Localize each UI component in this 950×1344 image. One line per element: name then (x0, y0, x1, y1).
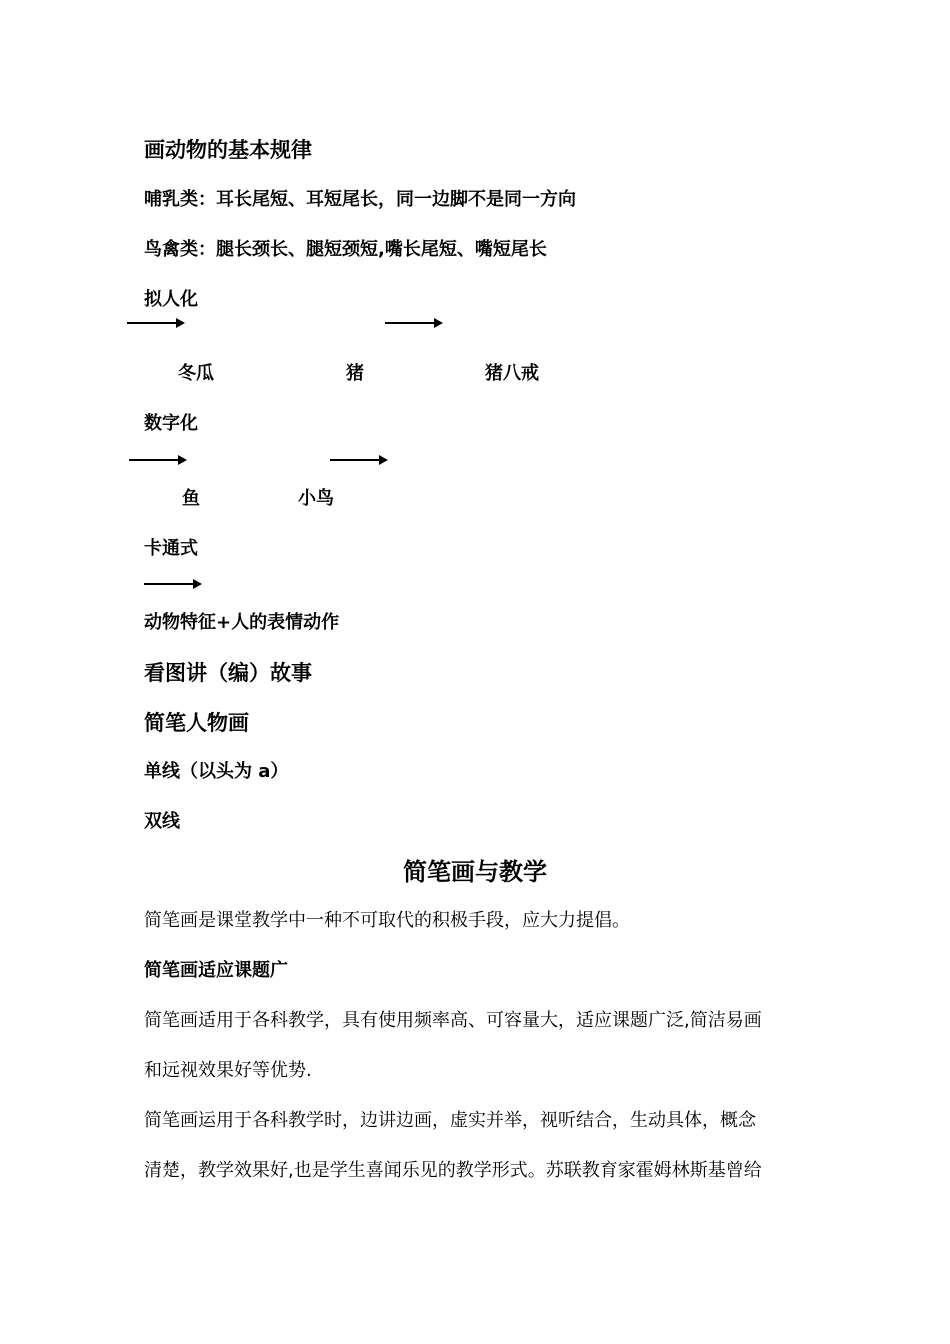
personification-item-winter-melon: 冬瓜 (178, 363, 214, 384)
section-title: 简笔画与教学 (403, 858, 547, 886)
paragraph-1-line-1: 简笔画适用于各科教学，具有使用频率高、可容量大，适应课题广泛,简洁易画 (144, 1010, 762, 1031)
personification-item-zhu-bajie: 猪八戒 (485, 363, 539, 384)
cartoon-title: 卡通式 (144, 538, 198, 559)
arrow-right-icon (144, 579, 202, 589)
arrow-right-icon (129, 455, 187, 465)
paragraph-2-line-2: 清楚，教学效果好,也是学生喜闻乐见的教学形式。苏联教育家霍姆林斯基曾给 (144, 1160, 762, 1181)
numeric-title: 数字化 (144, 413, 198, 434)
heading-story: 看图讲（编）故事 (144, 661, 312, 685)
numeric-item-fish: 鱼 (182, 488, 200, 509)
intro-paragraph: 简笔画是课堂教学中一种不可取代的积极手段，应大力提倡。 (144, 910, 630, 931)
numeric-item-bird: 小鸟 (298, 488, 334, 509)
personification-title: 拟人化 (144, 289, 198, 310)
heading-animal-rules: 画动物的基本规律 (144, 138, 312, 162)
mammal-rule: 哺乳类：耳长尾短、耳短尾长，同一边脚不是同一方向 (144, 189, 576, 210)
arrow-right-icon (127, 318, 185, 328)
cartoon-formula: 动物特征+人的表情动作 (144, 612, 340, 633)
arrow-right-icon (385, 318, 443, 328)
single-line-label: 单线（以头为 a） (144, 761, 289, 782)
heading-figures: 简笔人物画 (144, 711, 249, 735)
personification-item-pig: 猪 (346, 363, 364, 384)
bird-rule: 鸟禽类：腿长颈长、腿短颈短,嘴长尾短、嘴短尾长 (144, 239, 547, 260)
double-line-label: 双线 (144, 811, 180, 832)
arrow-right-icon (330, 455, 388, 465)
paragraph-1-line-2: 和远视效果好等优势. (144, 1060, 312, 1081)
paragraph-2-line-1: 简笔画运用于各科教学时，边讲边画，虚实并举，视听结合，生动具体，概念 (144, 1110, 756, 1131)
subheading-wide: 简笔画适应课题广 (144, 960, 288, 981)
